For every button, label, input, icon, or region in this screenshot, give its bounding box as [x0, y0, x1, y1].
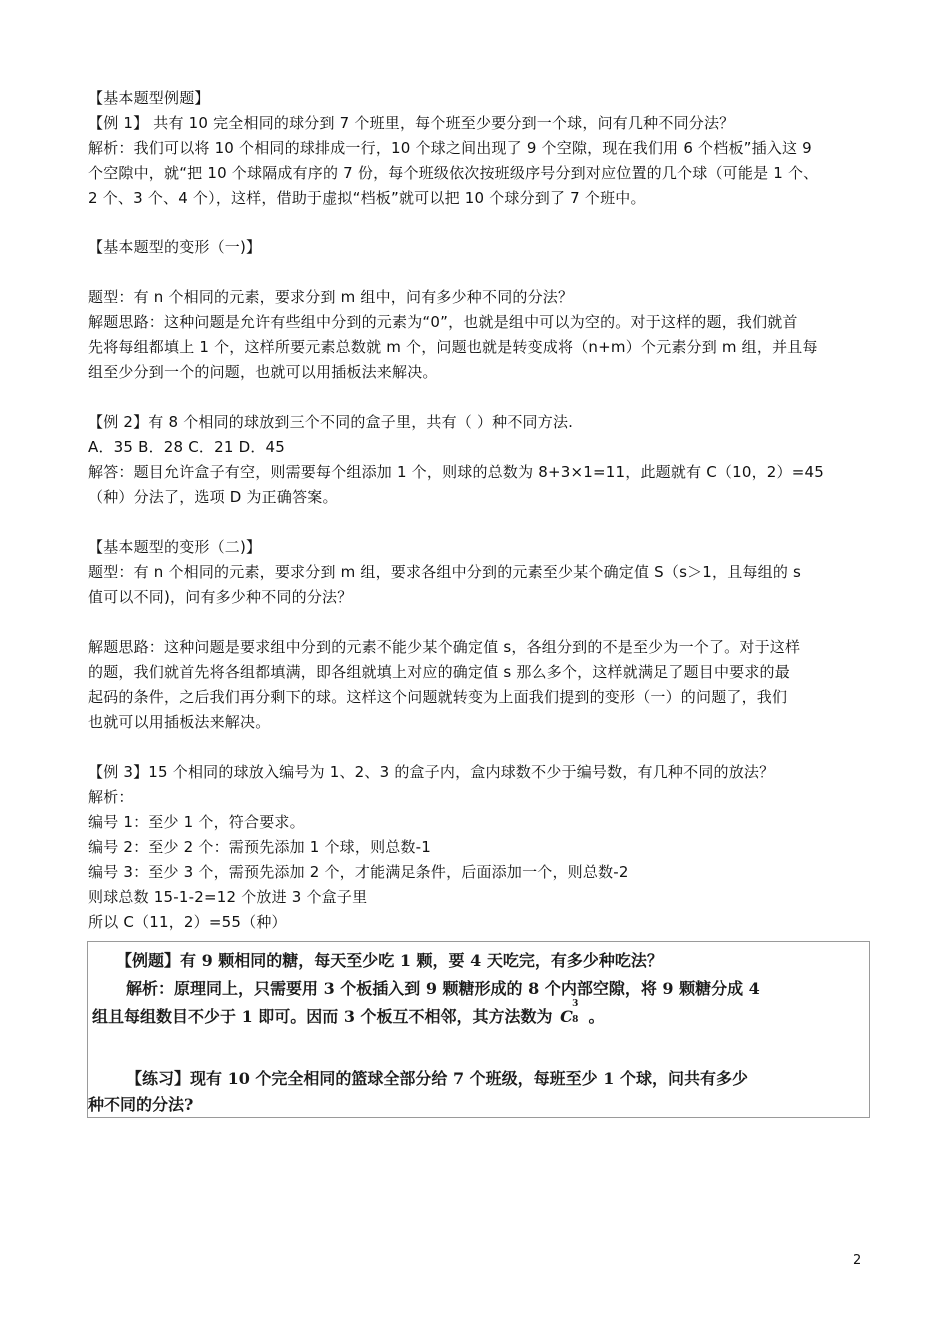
text-line: 【基本题型的变形（一)】	[88, 238, 262, 256]
text-line: 【例 2】有 8 个相同的球放到三个不同的盒子里，共有（ ）种不同方法.	[88, 413, 574, 431]
text-line: 解析：我们可以将 10 个相同的球排成一行，10 个球之间出现了 9 个空隙，现在我们用 6 个档板”插入这 9	[88, 139, 812, 157]
text-line: 的题，我们就首先将各组都填满，即各组就填上对应的确定值 s 那么多个，这样就满足了题目中要求的最	[88, 663, 790, 681]
text-line: 解题思路：这种问题是允许有些组中分到的元素为“0”，也就是组中可以为空的。对于这样的题，我们就首	[88, 313, 798, 331]
box-period: 。	[588, 1007, 605, 1026]
text-line: （种）分法了，选项 D 为正确答案。	[88, 488, 338, 506]
box-analysis-text: 组且每组数目不少于 1 即可。因而 3 个板互不相邻，其方法数为	[92, 1007, 553, 1026]
text-line: A．35 B．28 C．21 D．45	[88, 438, 286, 456]
comb-sup: 3	[572, 999, 579, 1009]
text-line: 编号 1：至少 1 个，符合要求。	[88, 813, 305, 831]
text-line: 解析：	[88, 788, 134, 806]
page-number: 2	[853, 1253, 862, 1268]
comb-base: C	[560, 1007, 573, 1026]
text-line: 编号 3：至少 3 个，需预先添加 2 个，才能满足条件，后面添加一个，则总数-2	[88, 863, 629, 881]
text-line: 组至少分到一个的问题，也就可以用插板法来解决。	[88, 363, 438, 381]
text-line: 【例 1】 共有 10 完全相同的球分到 7 个班里，每个班至少要分到一个球，问有几种不同分法？	[88, 114, 735, 132]
text-line: 【基本题型例题】	[88, 89, 210, 107]
box-analysis-line: 解析：原理同上，只需要用 3 个板插入到 9 颗糖形成的 8 个内部空隙，将 9 颗糖分成 4	[126, 979, 760, 998]
text-line: 所以 C（11，2）=55（种）	[88, 913, 287, 931]
text-line: 【例 3】15 个相同的球放入编号为 1、2、3 的盒子内，盒内球数不少于编号数，有几种不同的放法？	[88, 763, 775, 781]
text-line: 题型：有 n 个相同的元素，要求分到 m 组，要求各组中分到的元素至少某个确定值 S（s＞1，且每组的 s	[88, 563, 802, 581]
text-line: 也就可以用插板法来解决。	[88, 713, 271, 731]
box-example-line: 【例题】有 9 颗相同的糖，每天至少吃 1 颗，要 4 天吃完，有多少种吃法？	[116, 951, 663, 970]
text-line: 起码的条件，之后我们再分剩下的球。这样这个问题就转变为上面我们提到的变形（一）的问题了，我们	[88, 688, 788, 706]
example-image-box	[87, 941, 870, 1118]
text-line: 解题思路：这种问题是要求组中分到的元素不能少某个确定值 s，各组分到的不是至少为一个了。对于这样	[88, 638, 801, 656]
text-line: 2 个、3 个、4 个），这样，借助于虚拟“档板”就可以把 10 个球分到了 7 个班中。	[88, 189, 646, 207]
text-line: 编号 2：至少 2 个：需预先添加 1 个球，则总数-1	[88, 838, 432, 856]
text-line: 解答：题目允许盒子有空，则需要每个组添加 1 个，则球的总数为 8+3×1=11，此题就有 C（10，2）=45	[88, 463, 825, 481]
text-line: 个空隙中，就“把 10 个球隔成有序的 7 份，每个班级依次按班级序号分到对应位置的几个球（可能是 1 个、	[88, 164, 819, 182]
comb-sub: 8	[572, 1015, 579, 1025]
text-line: 题型：有 n 个相同的元素，要求分到 m 组中，问有多少种不同的分法？	[88, 288, 574, 306]
box-practice-line: 【练习】现有 10 个完全相同的篮球全部分给 7 个班级，每班至少 1 个球，问共有多少	[126, 1069, 748, 1088]
box-practice-line-2: 种不同的分法?	[88, 1095, 194, 1114]
text-line: 先将每组都填上 1 个，这样所要元素总数就 m 个，问题也就是转变成将（n+m）个元素分到 m 组，并且每	[88, 338, 818, 356]
text-line: 值可以不同)，问有多少种不同的分法？	[88, 588, 353, 606]
text-line: 则球总数 15-1-2=12 个放进 3 个盒子里	[88, 888, 368, 906]
text-line: 【基本题型的变形（二)】	[88, 538, 262, 556]
combination-symbol	[560, 999, 579, 1026]
box-analysis-line-2	[92, 999, 605, 1027]
